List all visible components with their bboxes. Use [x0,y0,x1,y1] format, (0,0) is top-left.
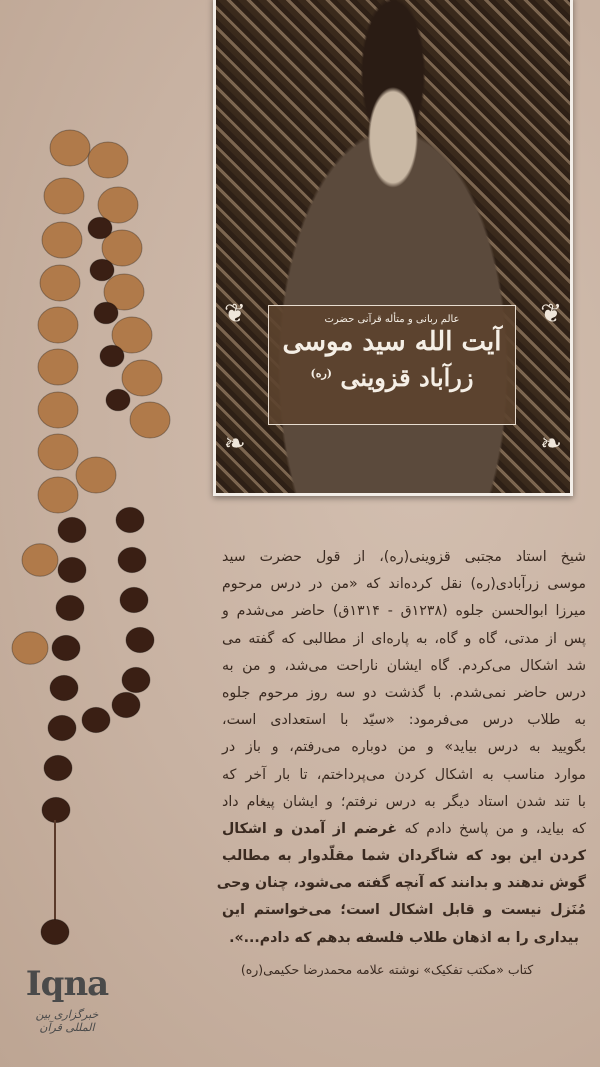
quote-line: موسی زرآبادی(ره) نقل کرده‌اند که «من در درس مرحوم [222,576,586,593]
quote-line-bold: کردن این بود که شاگردان شما مقلّدوار به مطالب [222,848,586,865]
quote-line: شد اشکال می‌کردم. گاه ایشان ناراحت می‌شد، و من به [222,657,586,674]
prayer-beads-image [0,0,200,1067]
quote-line: شیخ استاد مجتبی قزوینی(ره)، از قول حضرت سید [222,549,586,565]
light-bead [40,265,80,301]
quote-line-bold: بیداری را به اذهان طلاب فلسفه بدهم که دادم...». [229,929,579,946]
quote-text [216,544,586,952]
quote-line-normal: که بیاید، و من پاسخ دادم که [397,820,586,837]
logo-persian: خبرگزاری بین المللی قرآن [35,1008,99,1034]
light-bead [22,544,58,576]
dark-bead [112,692,140,717]
quote-line: بگویید به درس بیاید» و من دوباره می‌رفتم، و باز در [222,739,586,756]
dark-bead [126,627,154,652]
quote-line: به طلاب درس می‌فرمود: «سیّد با استعدادی است، [222,712,586,729]
title-name-line1: آیت الله سید موسی [282,327,502,357]
ornament-icon: ❧ [540,429,562,459]
light-bead [44,178,84,214]
dark-bead [44,755,72,780]
title-name-line2 [269,359,515,393]
quote-line-bold: غرضم از آمدن و اشکال [222,820,398,837]
dark-bead [48,715,76,740]
dark-bead [58,517,86,542]
dark-bead [94,302,118,324]
light-bead [38,349,78,385]
dark-bead [100,345,124,367]
iqna-logo [22,966,112,1034]
dark-bead [41,919,69,944]
dark-bead [50,675,78,700]
quote-line: موارد مناسب به اشکال کردن می‌پرداختم، تا بار آخر که [222,766,586,783]
dark-bead [88,217,112,239]
light-bead [12,632,48,664]
dark-bead [116,507,144,532]
light-bead [38,392,78,428]
dark-bead [90,259,114,281]
ornament-icon: ❦ [540,299,562,329]
title-subtitle: عالم ربانی و متأله قرآنی حضرت [324,314,460,325]
light-bead [38,477,78,513]
quote-line: درس حاضر نمی‌شدم. با گذشت دو سه روز مرحوم جلوه [222,684,586,701]
light-bead [38,434,78,470]
title-panel [268,305,516,425]
quote-line: پس از مدتی، گاه و گاه، به پاره‌ای از مطالبی که گفته می [222,630,586,647]
light-bead [42,222,82,258]
ornament-icon: ❧ [224,429,246,459]
title-name-text: زرآباد قزوینی [340,363,474,392]
dark-bead [122,667,150,692]
quote-line: میرزا ابوالحسن جلوه (۱۲۳۸ق - ۱۳۱۴ق) حاضر می‌شدم و [222,603,586,620]
quote-line: با تند شدن استاد دیگر به درس نرفتم؛ و ایشان پیغام داد [222,793,586,810]
dark-bead [42,797,70,822]
light-bead [38,307,78,343]
light-bead [76,457,116,493]
source-citation: کتاب «مکتب تفکیک» نوشته علامه محمدرضا حکیمی(ره) [240,962,534,977]
light-bead [130,402,170,438]
honorific: (ره) [310,367,332,380]
dark-bead [52,635,80,660]
light-bead [122,360,162,396]
light-bead [50,130,90,166]
dark-bead [120,587,148,612]
dark-bead [106,389,130,411]
dark-bead [118,547,146,572]
dark-bead [58,557,86,582]
quote-line [222,816,586,843]
light-bead [88,142,128,178]
ornament-icon: ❦ [224,299,246,329]
quote-line-bold: مُنَزل نیست و قابل اشکال است؛ می‌خواستم این [222,902,586,919]
logo-latin: Iqna [25,964,109,1004]
dark-bead [82,707,110,732]
dark-bead [56,595,84,620]
quote-line-bold: گوش ندهند و بدانند که آنچه گفته می‌شود، چنان وحی [216,875,586,892]
